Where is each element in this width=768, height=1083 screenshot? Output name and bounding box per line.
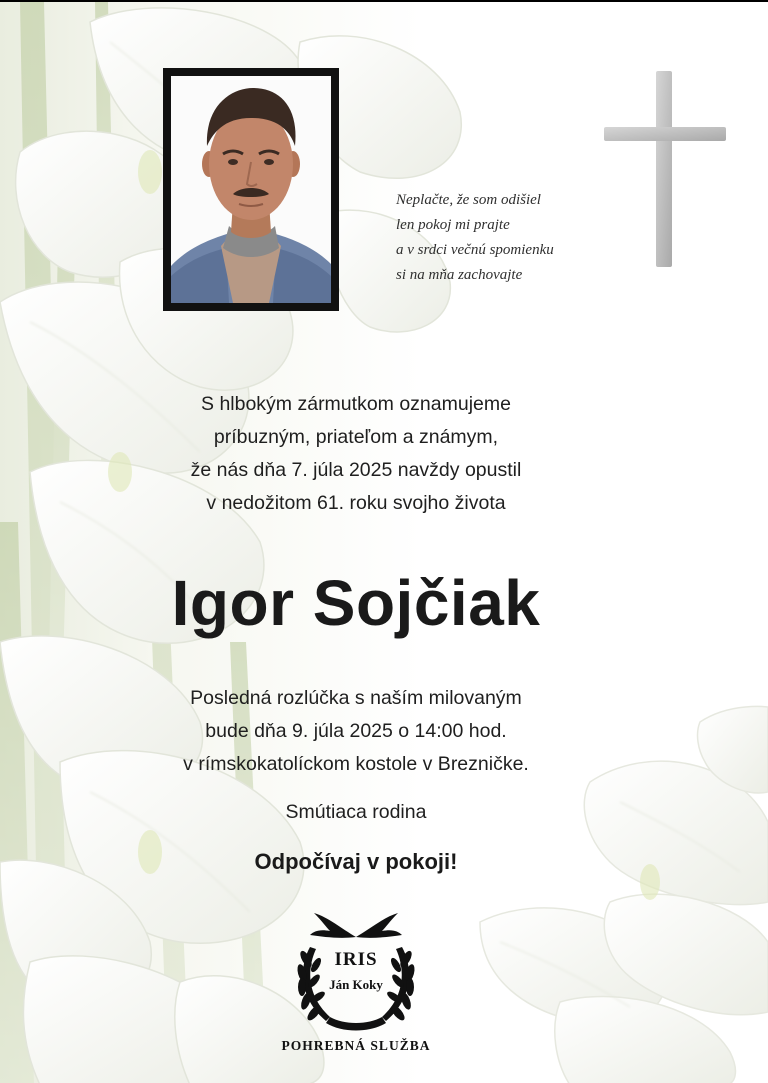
logo-service-name: POHREBNÁ SLUŽBA [281, 1038, 431, 1053]
announcement-line: príbuzným, priateľom a známym, [213, 426, 499, 448]
memorial-poem [396, 188, 626, 288]
farewell-line: bude dňa 9. júla 2025 o 14:00 hod. [205, 720, 507, 742]
farewell-details [80, 682, 632, 781]
family-signature: Smútiaca rodina [285, 801, 427, 823]
deceased-name: Igor Sojčiak [171, 567, 541, 639]
poem-line: len pokoj mi prajte [396, 217, 510, 233]
poem-line: a v srdci večnú spomienku [396, 242, 554, 258]
portrait-photo [171, 76, 331, 303]
laurel-doves-emblem-icon [280, 907, 432, 1035]
announcement-line: že nás dňa 7. júla 2025 navždy opustil [190, 459, 522, 481]
logo-brand: IRIS [334, 949, 378, 970]
portrait-frame [163, 68, 339, 311]
farewell-line: v rímskokatolíckom kostole v Brezničke. [183, 753, 529, 775]
announcement-text [80, 388, 632, 520]
poem-line: Neplačte, že som odišiel [396, 192, 541, 208]
farewell-line: Posledná rozlúčka s naším milovaným [190, 687, 522, 709]
logo-owner: Ján Koky [329, 977, 383, 992]
poem-line: si na mňa zachovajte [396, 267, 523, 283]
announcement-line: S hlbokým zármutkom oznamujeme [201, 393, 511, 415]
funeral-service-logo [280, 907, 432, 1067]
closing-phrase: Odpočívaj v pokoji! [254, 849, 458, 874]
announcement-line: v nedožitom 61. roku svojho života [206, 492, 506, 514]
